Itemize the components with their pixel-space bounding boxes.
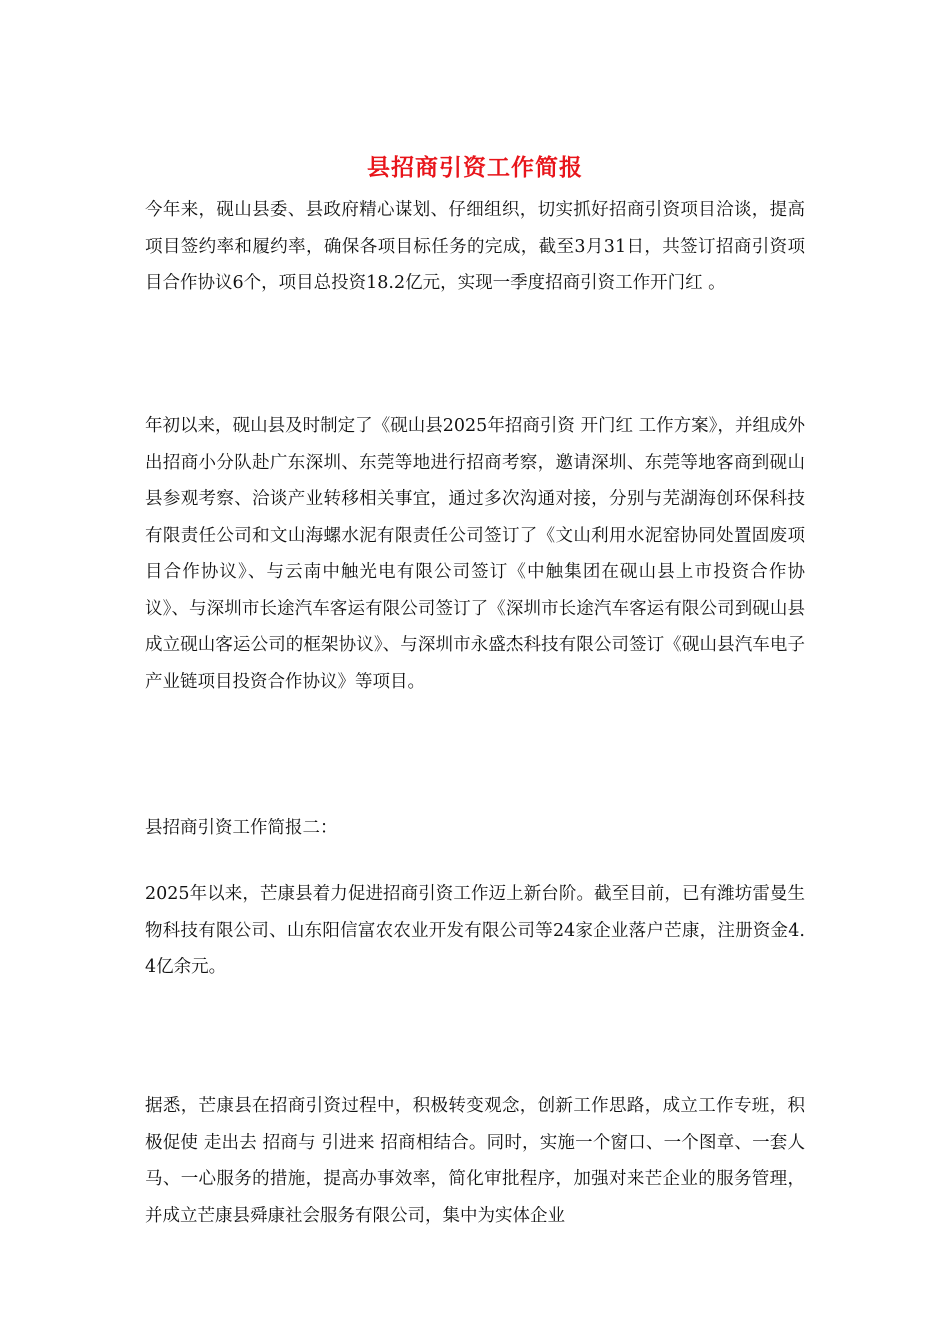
paragraph-mangkang-measures: 据悉，芒康县在招商引资过程中，积极转变观念，创新工作思路，成立工作专班，积极促使 走出去 招商与 引进来 招商相结合。同时，实施一个窗口、一个图章、一套人马、一心服务的措施，提高办事效率，简化审批程序，加强对来芒企业的服务管理，并成立芒康县舜康社会服务有限公司，集中为实体企业	[145, 1096, 805, 1226]
paragraph-early-year: 年初以来，砚山县及时制定了《砚山县2025年招商引资 开门红 工作方案》，并组成外出招商小分队赴广东深圳、东莞等地进行招商考察，邀请深圳、东莞等地客商到砚山县参观考察、洽谈产业转移相关事宜，通过多次沟通对接，分别与芜湖海创环保科技有限责任公司和文山海螺水泥有限责任公司签订了《文山利用水泥窑协同处置固废项目合作协议》、与云南中触光电有限公司签订《中触集团在砚山县上市投资合作协议》、与深圳市长途汽车客运有限公司签订了《深圳市长途汽车客运有限公司到砚山县成立砚山客运公司的框架协议》、与深圳市永盛杰科技有限公司签订《砚山县汽车电子产业链项目投资合作协议》等项目。	[145, 416, 805, 692]
section-heading-briefing-two: 县招商引资工作简报二：	[145, 818, 338, 838]
paragraph-intro: 今年来，砚山县委、县政府精心谋划、仔细组织，切实抓好招商引资项目洽谈，提高项目签约率和履约率，确保各项目标任务的完成，截至3月31日，共签订招商引资项目合作协议6个，项目总投资18.2亿元，实现一季度招商引资工作开门红 。	[145, 200, 805, 293]
document-title: 县招商引资工作简报	[367, 154, 583, 181]
paragraph-mangkang-progress: 2025年以来，芒康县着力促进招商引资工作迈上新台阶。截至目前，已有潍坊雷曼生物科技有限公司、山东阳信富农农业开发有限公司等24家企业落户芒康，注册资金4.4亿余元。	[145, 884, 805, 977]
